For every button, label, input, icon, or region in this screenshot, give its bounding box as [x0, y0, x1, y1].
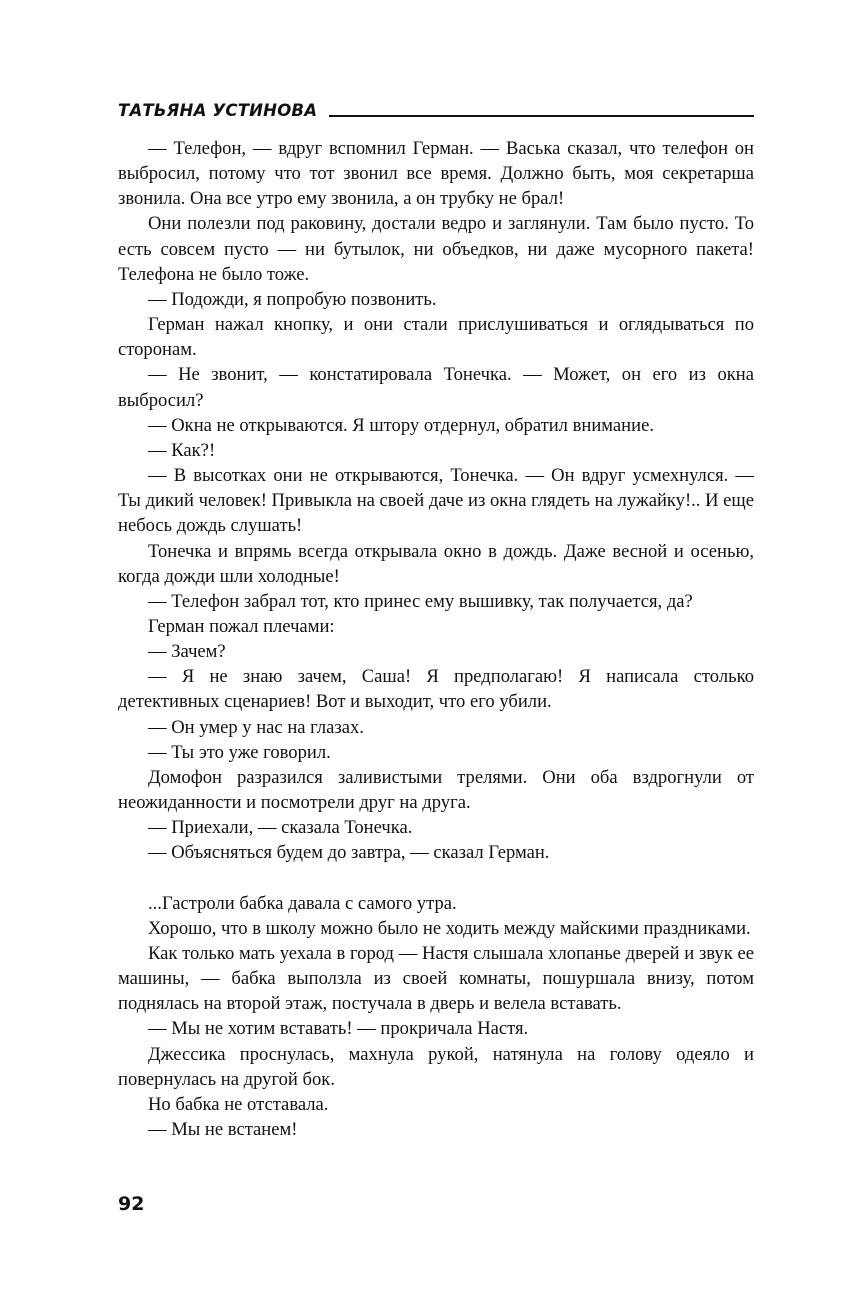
section-break — [118, 866, 754, 891]
paragraph: — Приехали, — сказала Тонечка. — [148, 817, 413, 839]
paragraph: — Окна не открываются. Я штору отдернул, обратил внимание. — [148, 414, 654, 436]
paragraph: Но бабка не отставала. — [148, 1093, 329, 1115]
paragraph: — Телефон, — вдруг вспомнил Герман. — Васька сказал, что телефон он выбросил, потому что тот звонил все время. Должно быть, моя секретарша звонила. Она все утро ему звонила, а он трубку не брал! — [118, 138, 754, 210]
paragraph: Джессика проснулась, махнула рукой, натянула на голову одеяло и повернулась на другой бок. — [118, 1043, 754, 1090]
paragraph: Как только мать уехала в город — Настя слышала хлопанье дверей и звук ее машины, — бабка выползла из своей комнаты, пошуршала внизу, потом поднялась на второй этаж, постучала в дверь и велела вставать. — [118, 942, 754, 1015]
paragraph: Хорошо, что в школу можно было не ходить между майскими праздниками. — [148, 917, 751, 939]
header-rule — [329, 115, 754, 117]
page-number: 92 — [118, 1193, 145, 1215]
body-text — [118, 136, 754, 1142]
paragraph: — В высотках они не открываются, Тонечка. — Он вдруг усмехнулся. — Ты дикий человек! Привыкла на своей даче из окна глядеть на лужайку!.. И еще небось дождь слушать! — [118, 465, 754, 537]
paragraph: ...Гастроли бабка давала с самого утра. — [148, 892, 457, 914]
paragraph: — Он умер у нас на глазах. — [148, 716, 364, 738]
paragraph: — Подожди, я попробую позвонить. — [148, 288, 437, 310]
paragraph: Герман пожал плечами: — [148, 615, 335, 637]
paragraph: — Зачем? — [148, 641, 226, 663]
paragraph: Домофон разразился заливистыми трелями. Они оба вздрогнули от неожиданности и посмотрели друг на друга. — [118, 766, 754, 814]
paragraph: — Как?! — [148, 439, 216, 461]
paragraph: Тонечка и впрямь всегда открывала окно в дождь. Даже весной и осенью, когда дожди шли холодные! — [118, 540, 754, 587]
running-header — [118, 97, 754, 121]
paragraph: — Мы не хотим вставать! — прокричала Настя. — [148, 1018, 529, 1040]
paragraph: — Объясняться будем до завтра, — сказал Герман. — [148, 842, 550, 864]
paragraph: — Телефон забрал тот, кто принес ему вышивку, так получается, да? — [148, 590, 693, 612]
paragraph: — Ты это уже говорил. — [148, 741, 331, 763]
paragraph: — Не звонит, — констатировала Тонечка. — Может, он его из окна выбросил? — [118, 364, 754, 411]
paragraph: — Я не знаю зачем, Саша! Я предполагаю! Я написала столько детективных сценариев! Вот и выходит, что его убили. — [118, 666, 754, 713]
paragraph: Герман нажал кнопку, и они стали прислушиваться и оглядываться по сторонам. — [118, 314, 754, 361]
author-name: ТАТЬЯНА УСТИНОВА — [118, 101, 318, 120]
paragraph: — Мы не встанем! — [148, 1119, 298, 1141]
paragraph: Они полезли под раковину, достали ведро и заглянули. Там было пусто. То есть совсем пусто — ни бутылок, ни объедков, ни даже мусорного пакета! Телефона не было тоже. — [118, 213, 754, 285]
